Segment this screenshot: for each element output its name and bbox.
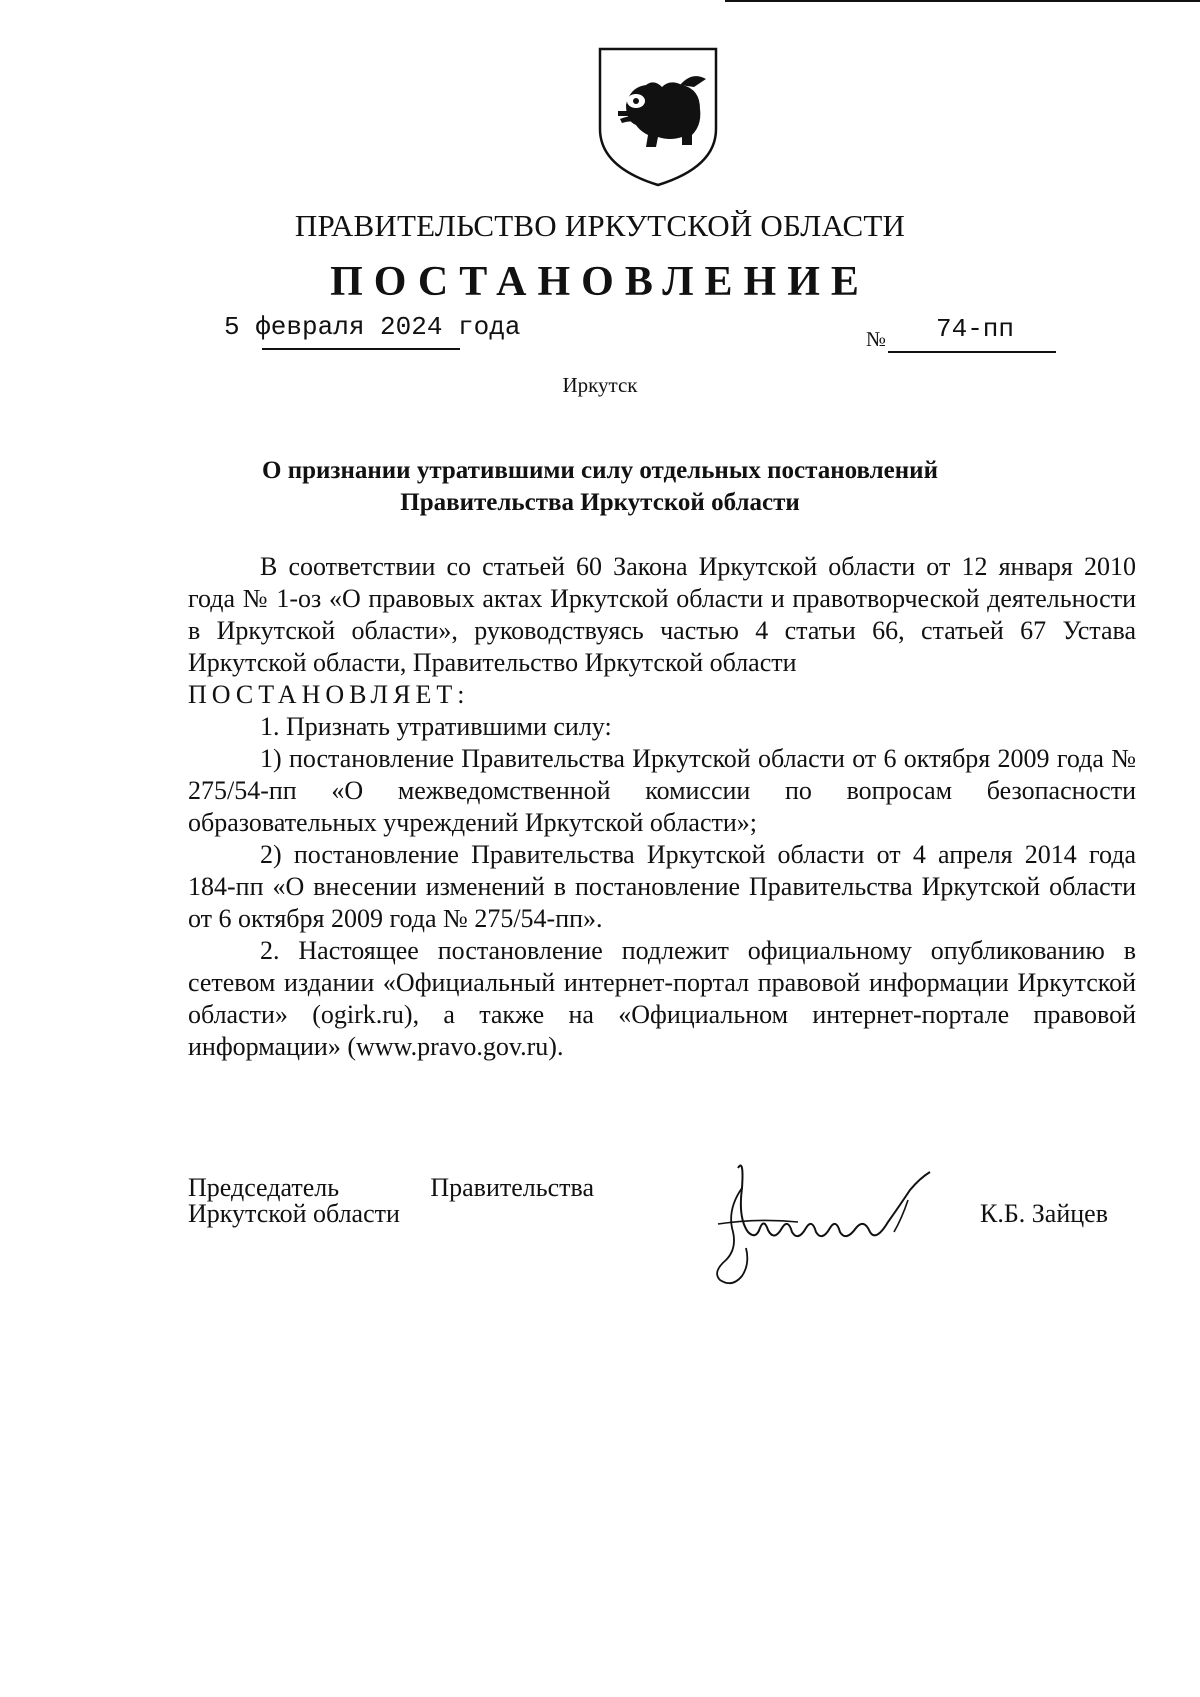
item-1-paragraph: 1. Признать утратившими силу: xyxy=(260,712,612,741)
document-type-title: ПОСТАНОВЛЕНИЕ xyxy=(330,259,870,305)
position-line-2: Иркутской области xyxy=(188,1199,400,1228)
subject-line-2: Правительства Иркутской области xyxy=(400,489,800,516)
babr-figure-icon xyxy=(618,76,706,147)
document-date: 5 февраля 2024 года xyxy=(224,312,521,342)
item-1-subitem-2: 2) постановление Правительства Иркутской области от 4 апреля 2014 года 184-пп «О внесении изменений в постановление Правительства Иркутской области от 6 октября 2009 года № 275/54-пп». xyxy=(188,840,1136,933)
subject-line-1: О признании утратившими силу отдельных постановлений xyxy=(262,457,938,484)
position-line-1: Председатель Правительства xyxy=(188,1173,594,1202)
handwritten-signature-icon xyxy=(698,1148,968,1288)
item-1-subitem-1: 1) постановление Правительства Иркутской области от 6 октября 2009 года № 275/54-пп «О межведомственной комиссии по вопросам безопасности образовательных учреждений Иркутской области»; xyxy=(188,744,1136,837)
number-underline xyxy=(888,351,1056,353)
number-sign: № xyxy=(866,327,887,351)
top-edge-rule xyxy=(725,0,1200,2)
coat-of-arms-emblem xyxy=(596,45,720,189)
document-number: 74-пп xyxy=(936,314,1015,344)
preamble-paragraph: В соответствии со статьей 60 Закона Иркутской области от 12 января 2010 года № 1-оз «О правовых актах Иркутской области и правотворческой деятельности в Иркутской области», руководствуясь частью 4 статьи 66, статьей 67 Устава Иркутской области, Правительство Иркутской области xyxy=(188,552,1136,677)
item-2-paragraph: 2. Настоящее постановление подлежит официальному опубликованию в сетевом издании «Официальный интернет-портал правовой информации Иркутской области» (ogirk.ru), а также на «Официальном интернет-портале правовой информации» (www.pravo.gov.ru). xyxy=(188,936,1136,1061)
signatory-name: К.Б. Зайцев xyxy=(980,1199,1108,1228)
date-underline xyxy=(262,348,460,350)
document-subject xyxy=(0,455,1200,519)
issue-city: Иркутск xyxy=(562,373,638,397)
government-name: ПРАВИТЕЛЬСТВО ИРКУТСКОЙ ОБЛАСТИ xyxy=(294,208,906,243)
document-body xyxy=(188,551,1136,1063)
resolves-heading: ПОСТАНОВЛЯЕТ: xyxy=(188,680,470,709)
signatory-position xyxy=(188,1175,594,1227)
